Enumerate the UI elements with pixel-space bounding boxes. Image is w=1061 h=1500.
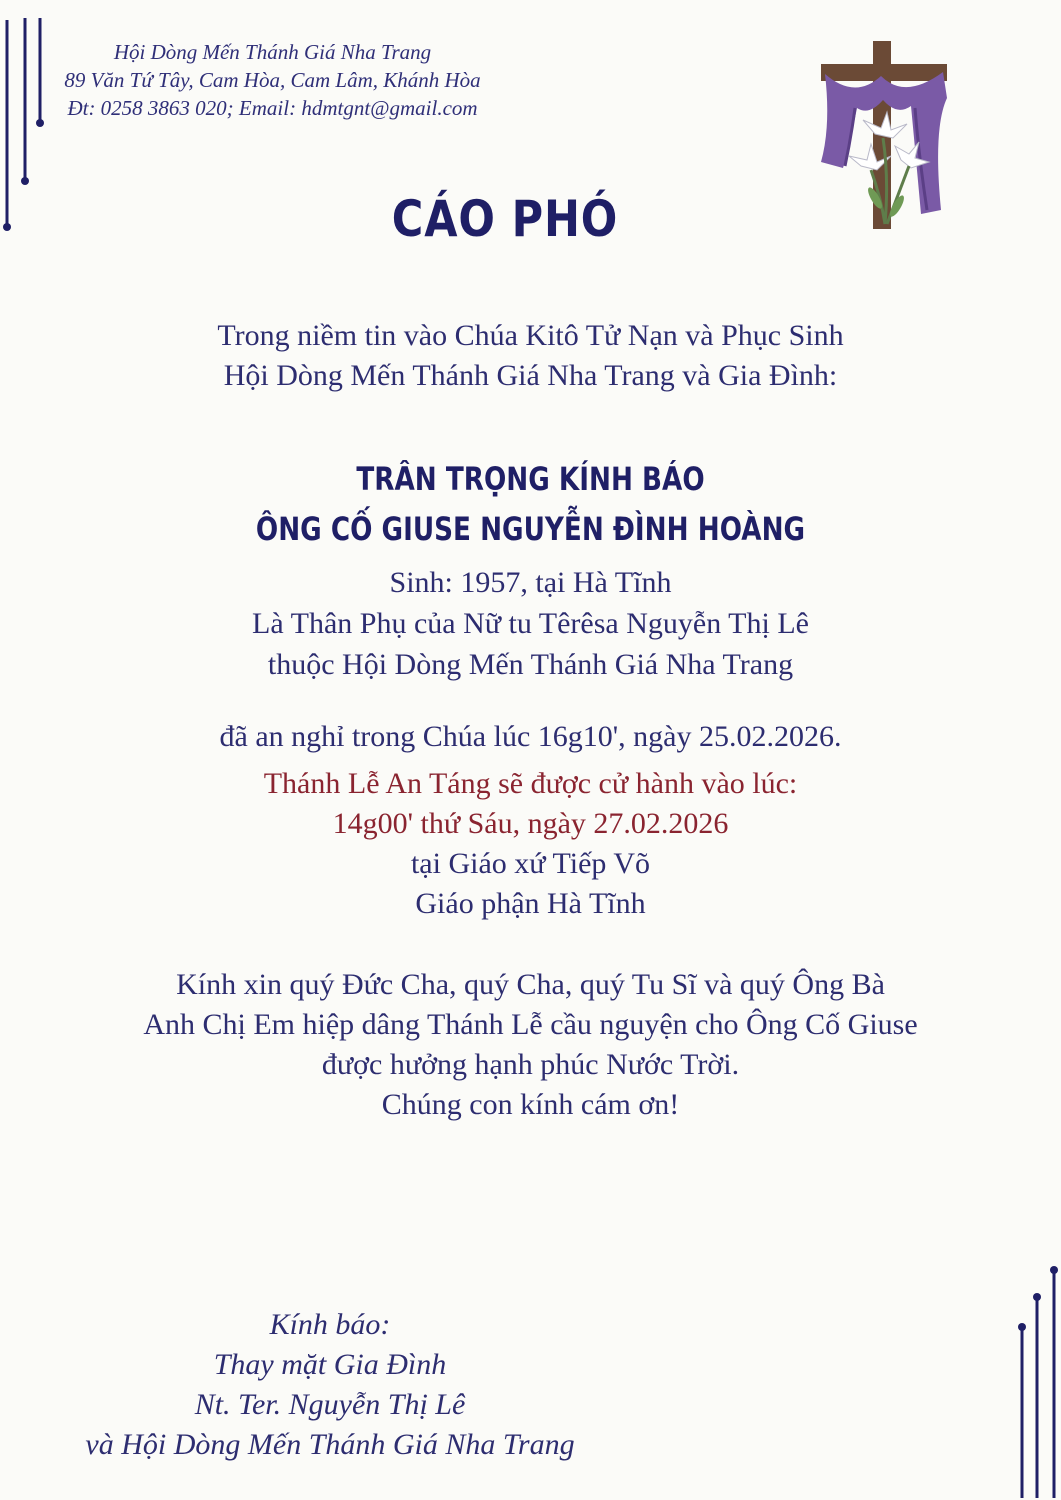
prayer-request	[0, 965, 1061, 1125]
signature-line: Nt. Ter. Nguyễn Thị Lê	[194, 1388, 466, 1421]
birth-info: Sinh: 1957, tại Hà Tĩnh	[389, 566, 672, 599]
intro-line: Trong niềm tin vào Chúa Kitô Tử Nạn và Phục Sinh	[217, 319, 844, 352]
org-address: 89 Văn Tứ Tây, Cam Hòa, Cam Lâm, Khánh Hòa	[64, 68, 481, 92]
signature-line: Kính báo:	[269, 1308, 391, 1341]
deceased-name: ÔNG CỐ GIUSE NGUYỄN ĐÌNH HOÀNG	[255, 510, 806, 548]
request-line: được hưởng hạnh phúc Nước Trời.	[321, 1048, 740, 1081]
affiliation-info: thuộc Hội Dòng Mến Thánh Giá Nha Trang	[267, 648, 794, 681]
signature-block	[0, 1305, 660, 1465]
organization-header	[0, 38, 545, 122]
funeral-datetime: 14g00' thứ Sáu, ngày 27.02.2026	[332, 807, 729, 840]
intro-line: Hội Dòng Mến Thánh Giá Nha Trang và Gia Đình:	[223, 359, 838, 392]
announcement-heading	[0, 454, 1061, 554]
relation-info: Là Thân Phụ của Nữ tu Têrêsa Nguyễn Thị Lê	[252, 607, 809, 640]
thanks-line: Chúng con kính cám ơn!	[381, 1088, 680, 1121]
funeral-mass-info	[0, 764, 1061, 924]
funeral-line: Thánh Lễ An Táng sẽ được cử hành vào lúc:	[263, 767, 798, 800]
funeral-diocese: Giáo phận Hà Tĩnh	[415, 887, 646, 920]
org-contact: Đt: 0258 3863 020; Email: hdmtgnt@gmail.com	[67, 96, 478, 120]
request-line: Kính xin quý Đức Cha, quý Cha, quý Tu Sĩ và quý Ông Bà	[176, 968, 885, 1001]
request-line: Anh Chị Em hiệp dâng Thánh Lễ cầu nguyện cho Ông Cố Giuse	[143, 1008, 918, 1041]
funeral-parish: tại Giáo xứ Tiếp Võ	[410, 847, 651, 880]
org-name: Hội Dòng Mến Thánh Giá Nha Trang	[113, 40, 432, 64]
death-notice	[0, 717, 1061, 757]
death-date: đã an nghỉ trong Chúa lúc 16g10', ngày 25.02.2026.	[219, 720, 842, 753]
announcement-line: TRÂN TRỌNG KÍNH BÁO	[356, 460, 705, 498]
intro-section	[0, 316, 1061, 396]
page-title: CÁO PHÓ	[391, 190, 619, 248]
signature-line: và Hội Dòng Mến Thánh Giá Nha Trang	[85, 1428, 575, 1461]
signature-line: Thay mặt Gia Đình	[213, 1348, 447, 1381]
deceased-details	[0, 562, 1061, 685]
